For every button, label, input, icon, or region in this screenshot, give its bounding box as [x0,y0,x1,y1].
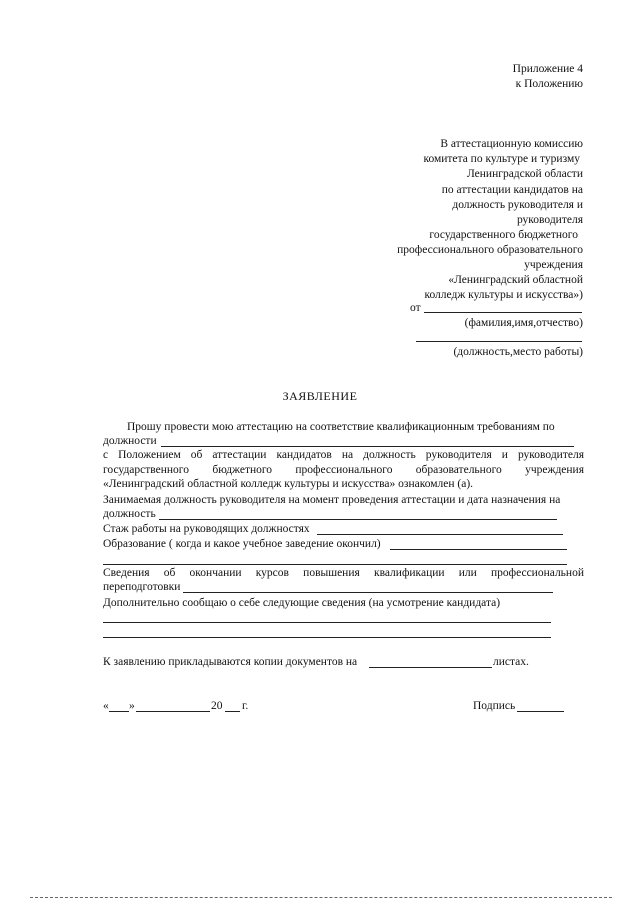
courses-text: Сведения об окончании курсов повышения квалификации или профессиональной [103,567,584,579]
date-year-blank[interactable] [225,711,240,712]
education-label: Образование ( когда и какое учебное заведение окончил) [103,538,381,550]
addressee-line: должность руководителя и [452,199,583,211]
experience-label: Стаж работы на руководящих должностях [103,523,310,535]
attachments-label: К заявлению прикладываются копии документов на [103,656,358,668]
addressee-line: учреждения [524,259,583,271]
appendix-number: Приложение 4 [512,63,583,75]
regulation-text-line3: «Ленинградский областной колледж культуры и искусства» ознакомлен (а). [103,478,474,490]
courses-label: переподготовки [103,581,181,593]
additional-info-label: Дополнительно сообщаю о себе следующие сведения (на усмотрение кандидата) [103,597,501,609]
attachments-count-blank[interactable] [369,667,492,668]
position-label: должности [103,435,157,447]
addressee-line: колледж культуры и искусства») [424,289,583,301]
signature-blank-line[interactable] [517,711,564,712]
regulation-text-line2: государственного бюджетного профессионального образовательного учреждения [103,464,584,476]
date-day-blank[interactable] [109,711,129,712]
regulation-text-line1: с Положением об аттестации кандидатов на должность руководителя и руководителя [103,449,584,461]
date-open-quote: « [103,700,109,712]
position-blank-line[interactable] [416,341,582,342]
date-year-suffix: г. [242,700,249,712]
education-blank-line-2[interactable] [103,564,567,565]
request-text: Прошу провести мою аттестацию на соответствие квалификационным требованиям по [127,421,555,433]
current-position-text: Занимаемая должность руководителя на момент проведения аттестации и дата назначения на [103,494,561,506]
addressee-line: руководителя [516,214,583,226]
date-month-blank[interactable] [136,711,210,712]
attachments-suffix: листах. [493,656,529,668]
current-position-blank-line[interactable] [159,519,557,520]
education-blank-line[interactable] [390,549,567,550]
fio-caption: (фамилия,имя,отчество) [464,317,583,329]
scan-edge-divider [30,897,612,898]
addressee-line: государственного бюджетного [429,229,578,241]
position-caption: (должность,место работы) [453,346,583,358]
addressee-line: комитета по культуре и туризму [423,153,580,165]
courses-blank-line[interactable] [183,592,553,593]
current-position-label: должность [103,508,156,520]
addressee-line: по аттестации кандидатов на [441,184,583,196]
additional-blank-line-2[interactable] [103,637,551,638]
fio-blank-line[interactable] [424,312,582,313]
addressee-line: Ленинградской области [466,168,583,180]
signature-label: Подпись [473,700,516,712]
appendix-reference: к Положению [515,78,583,90]
from-label: от [410,302,421,314]
addressee-line: «Ленинградский областной [448,274,583,286]
document-title: ЗАЯВЛЕНИЕ [282,389,358,403]
date-year-prefix: 20 [211,700,223,712]
addressee-line: профессионального образовательного [397,244,583,256]
position-blank-line[interactable] [161,446,574,447]
addressee-line: В аттестационную комиссию [440,138,583,150]
experience-blank-line[interactable] [317,534,563,535]
additional-blank-line-1[interactable] [103,622,551,623]
date-close-quote: » [129,700,135,712]
